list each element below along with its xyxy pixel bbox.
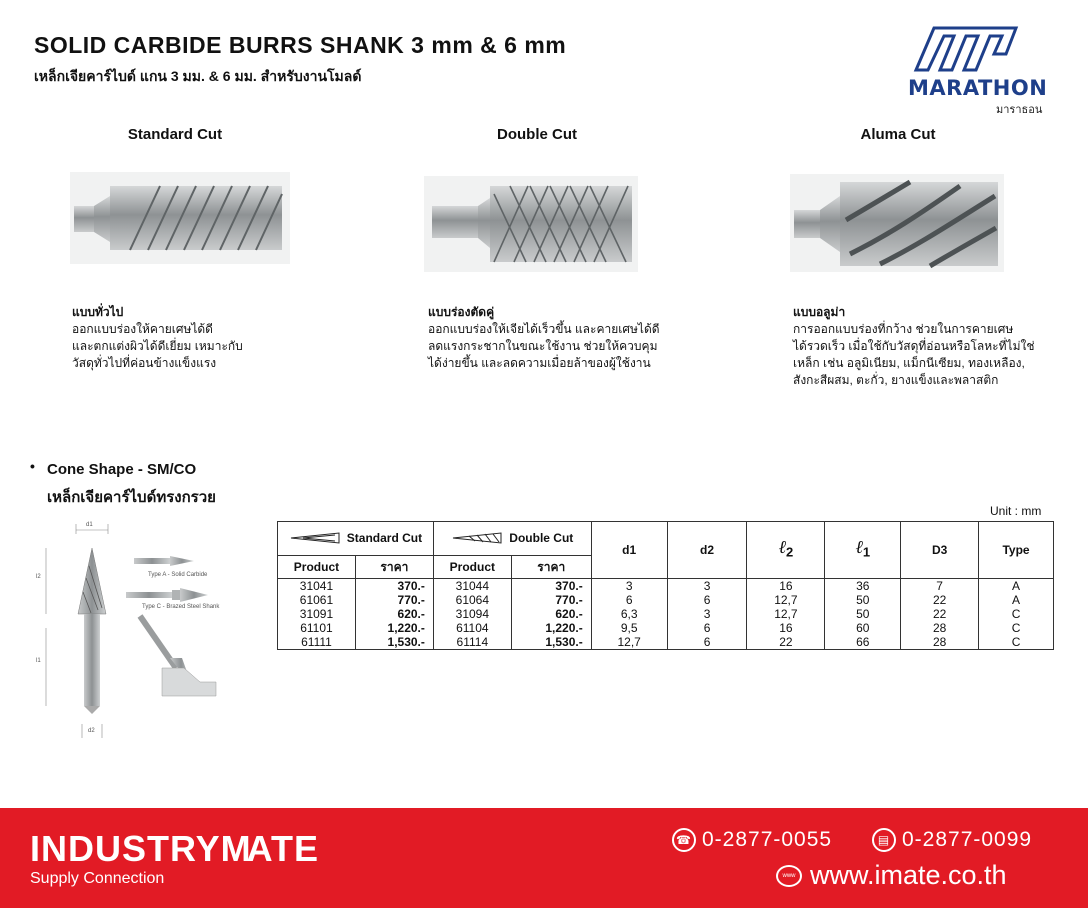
table-cell-d1: 12,7 (591, 635, 667, 650)
table-cell-dbl-price: 620.- (511, 607, 591, 621)
www-icon: www (776, 865, 802, 887)
aluma-cut-desc-line: สังกะสีผสม, ตะกั่ว, ยางแข็งและพลาสติก (793, 373, 999, 387)
industrymate-logo (30, 828, 319, 870)
table-cell-d2: 6 (667, 593, 747, 607)
aluma-cut-desc-line: เหล็ก เช่น อลูมิเนียม, แม็กนีเซียม, ทองเหลือง, (793, 356, 1025, 370)
table-cell-std-price: 620.- (355, 607, 433, 621)
standard-cut-header (278, 522, 434, 556)
double-cut-title: Double Cut (497, 126, 577, 143)
double-cut-desc-line: ได้ง่ายขึ้น และลดความเมื่อยล้าของผู้ใช้งาน (428, 356, 651, 370)
d2-header: d2 (667, 522, 747, 579)
std-price-header: ราคา (355, 556, 433, 579)
double-cut-burr-image (424, 176, 638, 272)
double-cut-header-label: Double Cut (509, 530, 574, 545)
standard-cut-section (25, 126, 325, 143)
aluma-cut-burr-image (790, 174, 1004, 272)
table-cell-d3: 22 (901, 607, 979, 621)
dbl-price-header: ราคา (511, 556, 591, 579)
table-cell-d2: 6 (667, 635, 747, 650)
table-cell-std-product: 31041 (278, 579, 356, 594)
table-cell-dbl-price: 770.- (511, 593, 591, 607)
unit-label: Unit : mm (990, 504, 1042, 518)
table-cell-dbl-price: 1,530.- (511, 635, 591, 650)
tagline: Supply Connection (30, 870, 165, 887)
l1-label: l1 (36, 658, 41, 664)
type-header: Type (979, 522, 1054, 579)
aluma-cut-title: Aluma Cut (860, 126, 936, 143)
table-cell-l1: 50 (825, 607, 901, 621)
table-cell-l1: 50 (825, 593, 901, 607)
table-cell-std-price: 1,530.- (355, 635, 433, 650)
table-cell-dbl-price: 370.- (511, 579, 591, 594)
d1-header: d1 (591, 522, 667, 579)
brand-right: ATE (246, 828, 319, 869)
type-a-label: Type A - Solid Carbide (148, 572, 208, 578)
table-cell-d3: 28 (901, 621, 979, 635)
table-cell-d2: 3 (667, 607, 747, 621)
cone-spec-table (277, 521, 1054, 650)
fax-contact[interactable] (872, 828, 1032, 852)
fax-number: 0-2877-0099 (902, 828, 1033, 851)
double-cut-header (433, 522, 591, 556)
standard-cut-desc-line: และตกแต่งผิวได้ดีเยี่ยม เหมาะกับ (72, 339, 243, 353)
double-cut-desc-line: ลดแรงกระชากในขณะใช้งาน ช่วยให้ควบคุม (428, 339, 658, 353)
brand-m: M (220, 828, 252, 869)
l1-header (825, 522, 901, 579)
l1-subscript: 1 (862, 544, 871, 560)
standard-cut-desc-line: วัสดุทั่วไปที่ค่อนข้างแข็งแรง (72, 356, 217, 370)
table-cell-d1: 3 (591, 579, 667, 594)
double-cut-icon (451, 532, 503, 544)
table-row (278, 635, 1054, 650)
marathon-logo-mark (906, 24, 1026, 76)
table-cell-l2: 16 (747, 579, 825, 594)
table-row (278, 621, 1054, 635)
d3-header: D3 (901, 522, 979, 579)
website-link[interactable] (776, 860, 1007, 891)
phone-contact[interactable] (672, 828, 832, 852)
table-cell-dbl-product: 31044 (433, 579, 511, 594)
brand-thai: มาราธอน (996, 104, 1043, 116)
brand-left: INDUSTRY (30, 828, 221, 869)
std-product-header: Product (278, 556, 356, 579)
table-cell-dbl-product: 61104 (433, 621, 511, 635)
standard-cut-desc-line: ออกแบบร่องให้คายเศษได้ดี (72, 322, 213, 336)
table-cell-d2: 3 (667, 579, 747, 594)
phone-icon: ☎ (672, 828, 696, 852)
table-cell-d3: 28 (901, 635, 979, 650)
table-cell-d1: 6 (591, 593, 667, 607)
table-cell-l2: 22 (747, 635, 825, 650)
table-cell-d1: 9,5 (591, 621, 667, 635)
table-cell-dbl-product: 31094 (433, 607, 511, 621)
table-cell-d2: 6 (667, 621, 747, 635)
website-url: www.imate.co.th (810, 860, 1007, 890)
table-cell-l2: 16 (747, 621, 825, 635)
footer-banner (0, 808, 1088, 908)
table-cell-l1: 60 (825, 621, 901, 635)
table-cell-type: A (979, 579, 1054, 594)
page-subtitle: เหล็กเจียคาร์ไบด์ แกน 3 มม. & 6 มม. สำหรับงานโมลด์ (34, 68, 362, 84)
type-c-label: Type C - Brazed Steel Shank (142, 604, 220, 610)
table-row (278, 607, 1054, 621)
l2-header (747, 522, 825, 579)
cone-burr-drawing (36, 518, 276, 748)
double-cut-desc-head: แบบร่องตัดคู่ (428, 305, 495, 319)
l2-subscript: 2 (786, 544, 794, 560)
l2-symbol: ℓ (778, 536, 787, 558)
page-title: SOLID CARBIDE BURRS SHANK 3 mm & 6 mm (34, 32, 567, 58)
standard-cut-description (72, 304, 362, 372)
table-cell-std-price: 370.- (355, 579, 433, 594)
table-row (278, 579, 1054, 594)
aluma-cut-desc-head: แบบอลูม่า (793, 305, 846, 319)
standard-cut-icon (289, 532, 341, 544)
bullet-icon: • (30, 458, 35, 474)
table-cell-type: A (979, 593, 1054, 607)
standard-cut-header-label: Standard Cut (346, 530, 423, 545)
table-cell-std-product: 61111 (278, 635, 356, 650)
double-cut-description (428, 304, 718, 372)
d2-label: d2 (88, 728, 95, 734)
double-cut-desc-line: ออกแบบร่องให้เจียได้เร็วขึ้น และคายเศษได้ดี (428, 322, 660, 336)
table-cell-d3: 7 (901, 579, 979, 594)
table-cell-l2: 12,7 (747, 593, 825, 607)
aluma-cut-section (748, 126, 1048, 143)
l2-label: l2 (36, 574, 41, 580)
table-cell-std-product: 61061 (278, 593, 356, 607)
table-cell-std-product: 31091 (278, 607, 356, 621)
table-cell-l1: 66 (825, 635, 901, 650)
table-cell-d1: 6,3 (591, 607, 667, 621)
table-cell-type: C (979, 635, 1054, 650)
fax-icon: ▤ (872, 828, 896, 852)
marathon-logo (906, 24, 1056, 114)
table-row (278, 593, 1054, 607)
table-cell-std-price: 1,220.- (355, 621, 433, 635)
table-cell-dbl-product: 61064 (433, 593, 511, 607)
table-cell-type: C (979, 607, 1054, 621)
aluma-cut-desc-line: การออกแบบร่องที่กว้าง ช่วยในการคายเศษ (793, 322, 1014, 336)
table-cell-dbl-product: 61114 (433, 635, 511, 650)
aluma-cut-description (793, 304, 1083, 389)
phone-number: 0-2877-0055 (702, 828, 833, 851)
table-cell-std-product: 61101 (278, 621, 356, 635)
table-cell-type: C (979, 621, 1054, 635)
standard-cut-title: Standard Cut (127, 126, 223, 143)
table-cell-d3: 22 (901, 593, 979, 607)
standard-cut-burr-image (70, 172, 290, 264)
cone-shape-title: Cone Shape - SM/CO (47, 461, 197, 478)
standard-cut-desc-head: แบบทั่วไป (72, 305, 124, 319)
double-cut-section (387, 126, 687, 143)
brand-name: MARATHON (908, 76, 1048, 100)
table-cell-std-price: 770.- (355, 593, 433, 607)
table-cell-l1: 36 (825, 579, 901, 594)
aluma-cut-desc-line: ได้รวดเร็ว เมื่อใช้กับวัสดุที่อ่อนหรือโลหะที่ไม่ใช่ (793, 339, 1035, 353)
cone-burr-diagram (36, 518, 276, 748)
table-cell-l2: 12,7 (747, 607, 825, 621)
dbl-product-header: Product (433, 556, 511, 579)
table-cell-dbl-price: 1,220.- (511, 621, 591, 635)
cone-shape-thai-title: เหล็กเจียคาร์ไบด์ทรงกรวย (47, 489, 216, 506)
l1-symbol: ℓ (855, 536, 863, 558)
d1-label: d1 (86, 522, 93, 528)
